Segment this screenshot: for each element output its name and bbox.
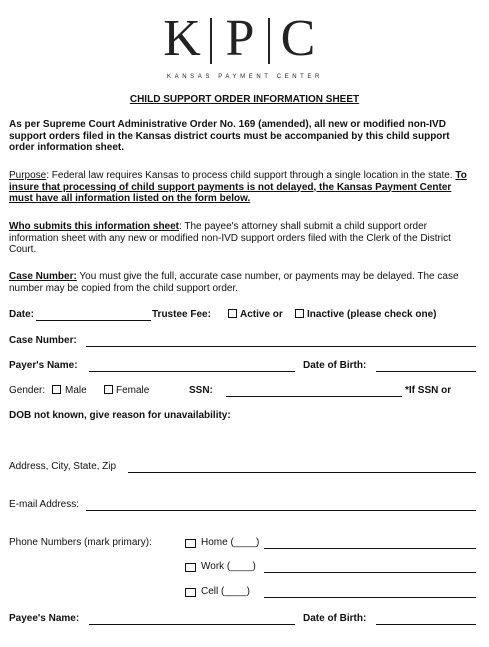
payee-name-label: Payee's Name: xyxy=(9,613,80,624)
purpose-label: Purpose xyxy=(9,170,47,181)
intro-paragraph: As per Supreme Court Administrative Order No. 169 (amended), all new or modified non-IVD support orders filed in the Kansas district courts must be accompanied by this child support order information sheet. xyxy=(9,119,450,153)
logo-divider xyxy=(268,18,270,64)
logo-letter-c: C xyxy=(280,10,316,67)
cell-phone-field[interactable] xyxy=(264,597,476,598)
case-number-field[interactable] xyxy=(86,346,476,347)
page-title: CHILD SUPPORT ORDER INFORMATION SHEET xyxy=(129,94,360,105)
case-note-label: Case Number: xyxy=(9,271,77,282)
phone-label: Phone Numbers (mark primary): xyxy=(9,537,152,548)
address-label: Address, City, State, Zip xyxy=(9,461,117,472)
payer-name-field[interactable] xyxy=(89,371,295,372)
email-label: E-mail Address: xyxy=(9,499,80,510)
payee-dob-field[interactable] xyxy=(376,624,476,625)
home-phone-field[interactable] xyxy=(264,548,476,549)
case-number-label: Case Number: xyxy=(9,335,77,346)
trustee-fee-label: Trustee Fee: xyxy=(152,309,211,320)
logo-subtitle: KANSAS PAYMENT CENTER xyxy=(167,74,323,80)
who-submits-paragraph xyxy=(9,221,477,256)
female-checkbox[interactable] xyxy=(104,385,113,394)
dob-reason-label: DOB not known, give reason for unavailability: xyxy=(9,410,231,421)
purpose-paragraph xyxy=(9,170,477,205)
cell-phone-label: Cell (____) xyxy=(201,586,250,597)
male-label: Male xyxy=(65,385,87,396)
logo-letter-k: K xyxy=(163,10,201,67)
payer-name-label: Payer's Name: xyxy=(9,360,78,371)
who-submits-text: : The payee's attorney shall submit a child support order information sheet with any new or modified non-IVD support orders filed with the Clerk of the District Court. xyxy=(9,221,451,255)
purpose-text: : Federal law requires Kansas to process child support through a single location in the state. xyxy=(46,170,456,181)
cell-phone-checkbox[interactable] xyxy=(185,588,196,597)
payee-dob-label: Date of Birth: xyxy=(303,613,367,624)
male-checkbox[interactable] xyxy=(52,385,61,394)
work-phone-field[interactable] xyxy=(264,572,476,573)
date-field[interactable] xyxy=(36,320,151,321)
case-note-text: You must give the full, accurate case number, or payments may be delayed. The case number may be copied from the child support order. xyxy=(9,271,459,294)
home-phone-label: Home (____) xyxy=(201,537,260,548)
payer-dob-label: Date of Birth: xyxy=(303,360,367,371)
ssn-label: SSN: xyxy=(189,385,213,396)
logo-letter-p: P xyxy=(225,10,255,67)
address-field[interactable] xyxy=(128,472,476,473)
purpose-emphasis: To insure that processing of child support payments is not delayed, the Kansas Payment Center must have all information listed on the form below. xyxy=(9,170,467,204)
ssn-field[interactable] xyxy=(226,396,402,397)
inactive-checkbox[interactable] xyxy=(295,309,304,318)
email-field[interactable] xyxy=(86,510,476,511)
ssn-note: *If SSN or xyxy=(405,385,452,396)
case-number-note xyxy=(9,271,477,294)
who-submits-label: Who submits this information sheet xyxy=(9,221,180,232)
active-checkbox[interactable] xyxy=(228,309,237,318)
date-label: Date: xyxy=(9,309,35,320)
work-phone-label: Work (____) xyxy=(201,561,256,572)
home-phone-checkbox[interactable] xyxy=(185,539,196,548)
active-label: Active or xyxy=(240,309,283,320)
female-label: Female xyxy=(116,385,150,396)
payee-name-field[interactable] xyxy=(89,624,295,625)
gender-label: Gender: xyxy=(9,385,46,396)
inactive-label: Inactive (please check one) xyxy=(307,309,437,320)
payer-dob-field[interactable] xyxy=(376,371,476,372)
logo-divider xyxy=(210,18,212,64)
work-phone-checkbox[interactable] xyxy=(185,563,196,572)
